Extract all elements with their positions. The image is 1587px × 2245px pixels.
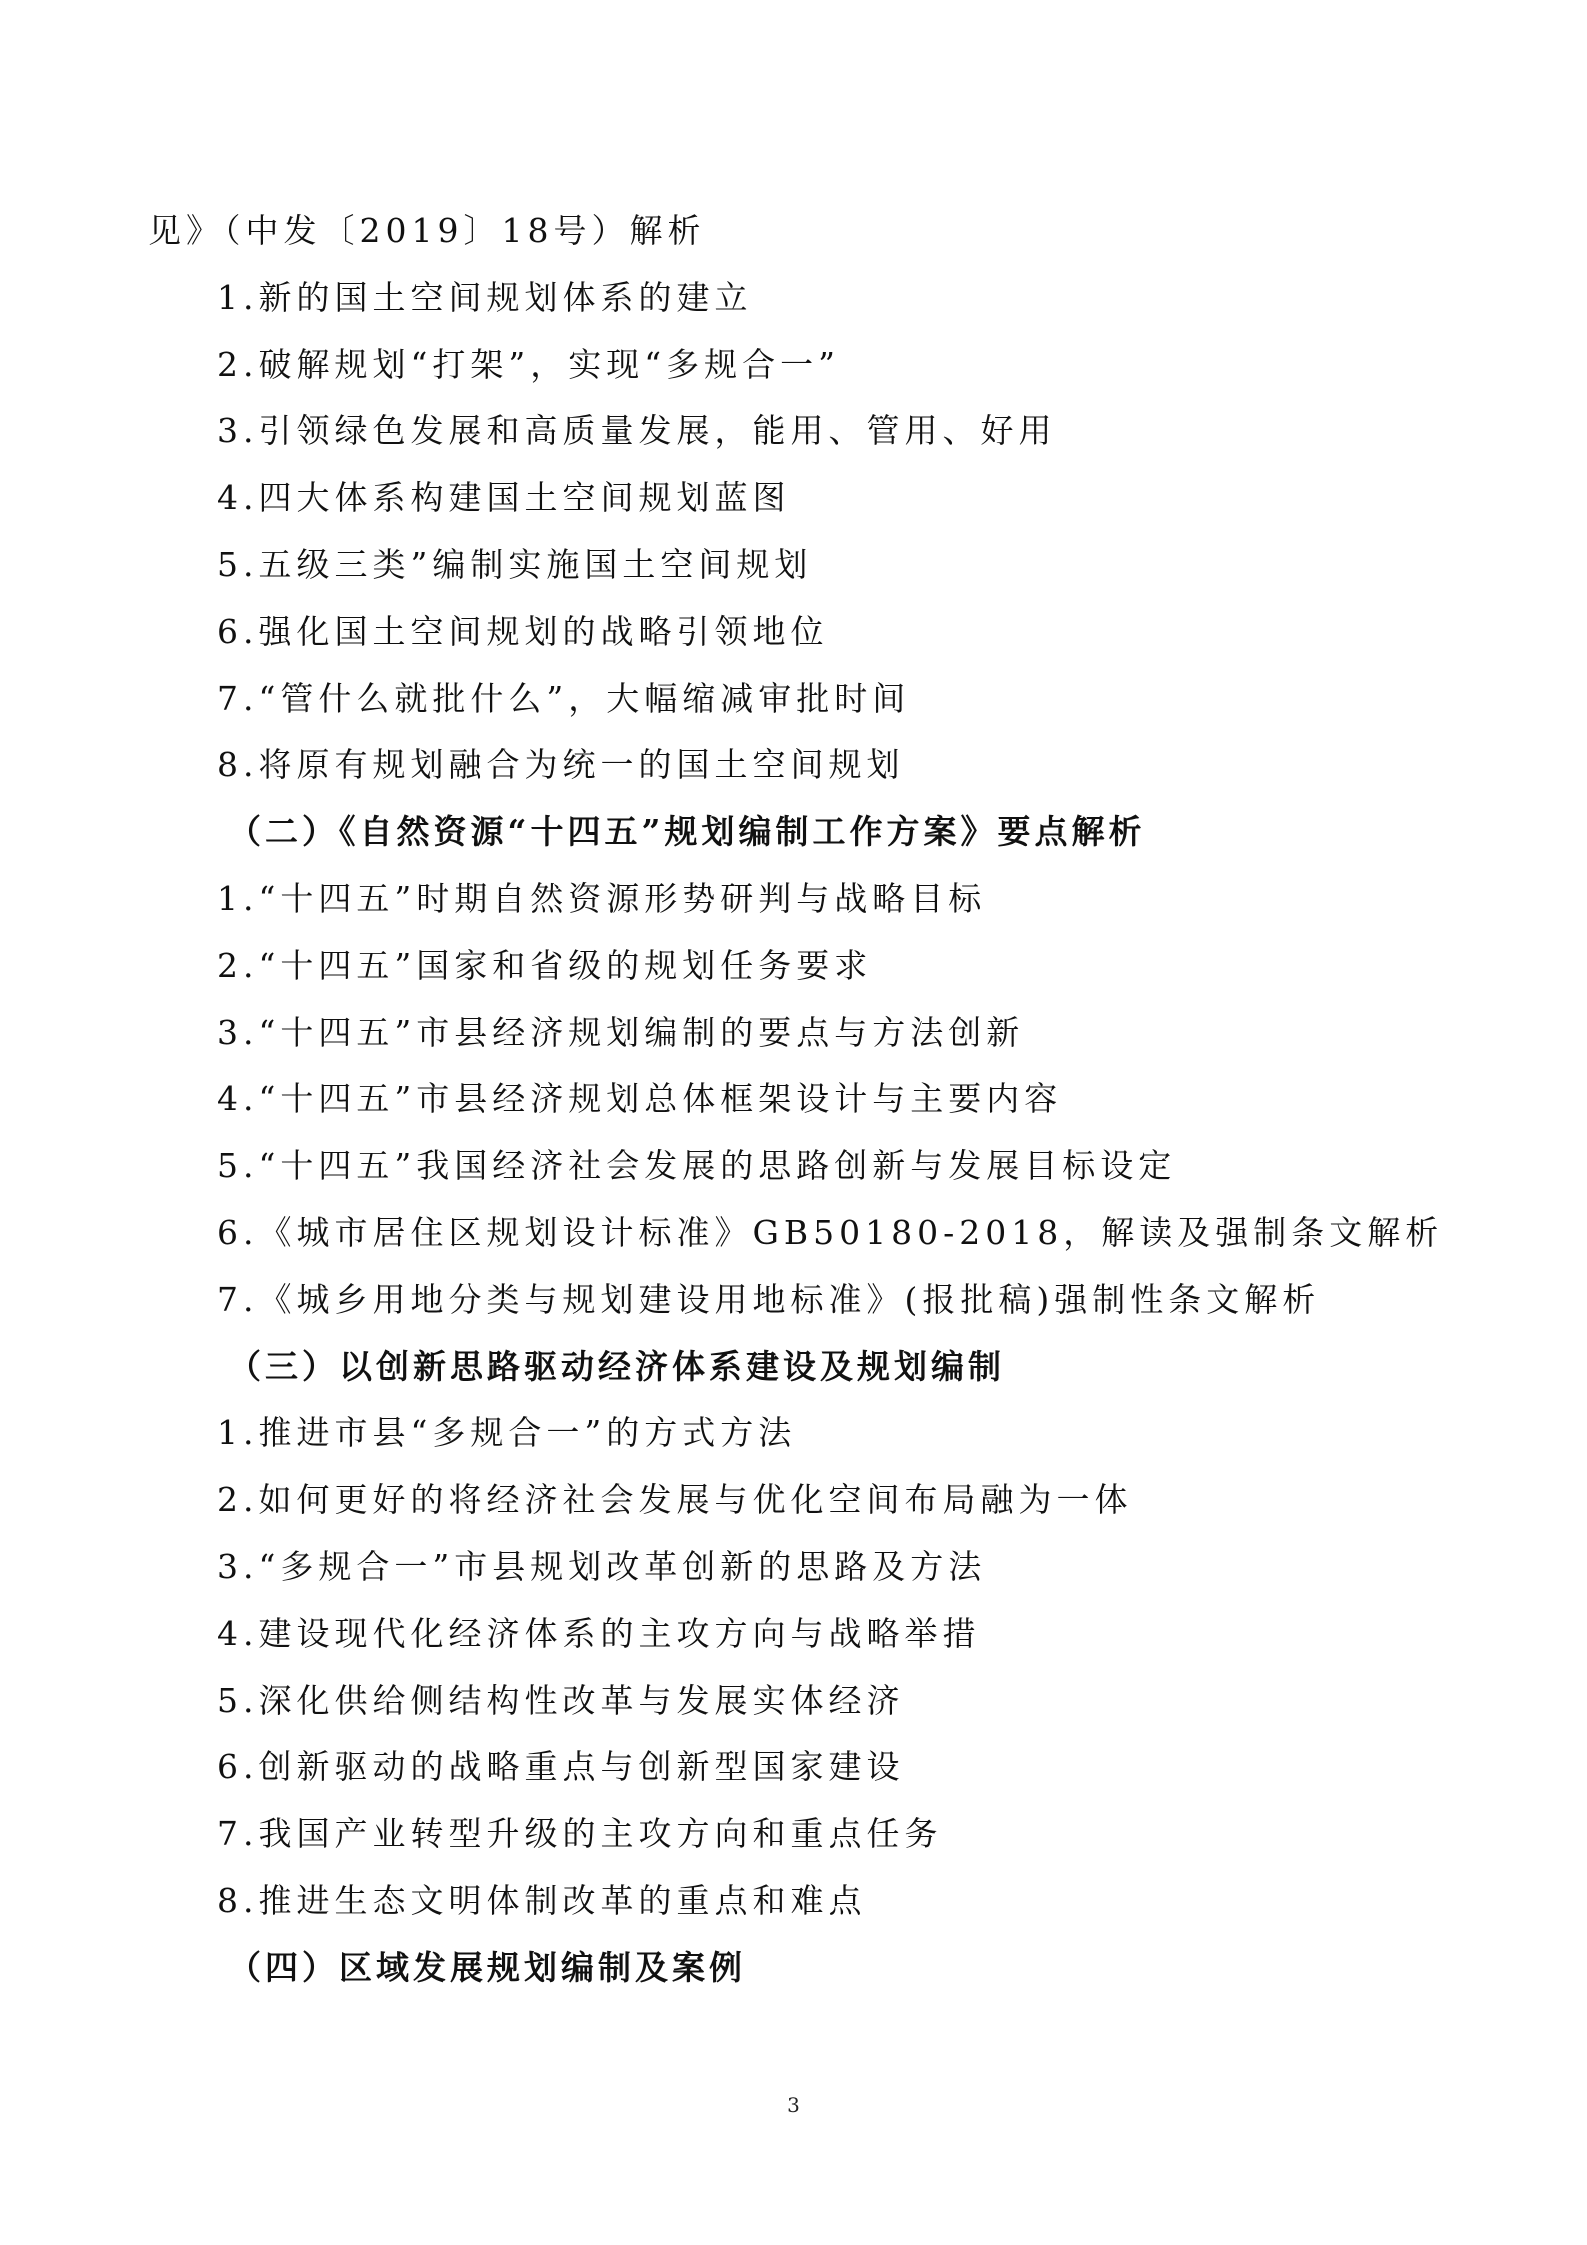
list-item: 7.《城乡用地分类与规划建设用地标准》(报批稿)强制性条文解析	[217, 1279, 1321, 1319]
list-item: 1.推进市县“多规合一”的方式方法	[217, 1413, 797, 1453]
list-item: 6.创新驱动的战略重点与创新型国家建设	[217, 1747, 905, 1787]
continued-line: 见》（中发〔2019〕18号）解析	[148, 211, 706, 250]
list-item: 5.深化供给侧结构性改革与发展实体经济	[217, 1680, 905, 1720]
list-item: 3.“多规合一”市县规划改革创新的思路及方法	[217, 1546, 987, 1586]
section-heading: （二）《自然资源“十四五”规划编制工作方案》要点解析	[228, 812, 1146, 852]
list-item: 6.强化国土空间规划的战略引领地位	[217, 611, 829, 651]
list-item: 4.建设现代化经济体系的主攻方向与战略举措	[217, 1613, 981, 1653]
list-item: 3.“十四五”市县经济规划编制的要点与方法创新	[217, 1012, 1025, 1052]
list-item: 5.“十四五”我国经济社会发展的思路创新与发展目标设定	[217, 1146, 1177, 1186]
list-item: 3.引领绿色发展和高质量发展，能用、管用、好用	[217, 411, 1057, 451]
list-item: 1.新的国土空间规划体系的建立	[217, 277, 753, 317]
list-item: 8.推进生态文明体制改革的重点和难点	[217, 1880, 867, 1920]
list-item: 7.我国产业转型升级的主攻方向和重点任务	[217, 1814, 943, 1854]
list-item: 7.“管什么就批什么”，大幅缩减审批时间	[217, 678, 911, 718]
document-body	[0, 198, 1587, 2002]
list-item: 2.破解规划“打架”，实现“多规合一”	[217, 344, 840, 384]
list-item: 5.五级三类”编制实施国土空间规划	[217, 544, 813, 584]
list-item: 1.“十四五”时期自然资源形势研判与战略目标	[217, 878, 987, 918]
list-item: 8.将原有规划融合为统一的国土空间规划	[217, 745, 905, 785]
list-item: 4.四大体系构建国土空间规划蓝图	[217, 478, 791, 518]
section-heading: （三）以创新思路驱动经济体系建设及规划编制	[228, 1346, 1005, 1386]
list-item: 4.“十四五”市县经济规划总体框架设计与主要内容	[217, 1079, 1063, 1119]
list-item: 2.“十四五”国家和省级的规划任务要求	[217, 945, 873, 985]
list-item: 2.如何更好的将经济社会发展与优化空间布局融为一体	[217, 1480, 1133, 1520]
page-number: 3	[787, 2093, 800, 2117]
list-item: 6.《城市居住区规划设计标准》GB50180-2018，解读及强制条文解析	[217, 1212, 1444, 1252]
section-heading: （四）区域发展规划编制及案例	[228, 1947, 746, 1987]
